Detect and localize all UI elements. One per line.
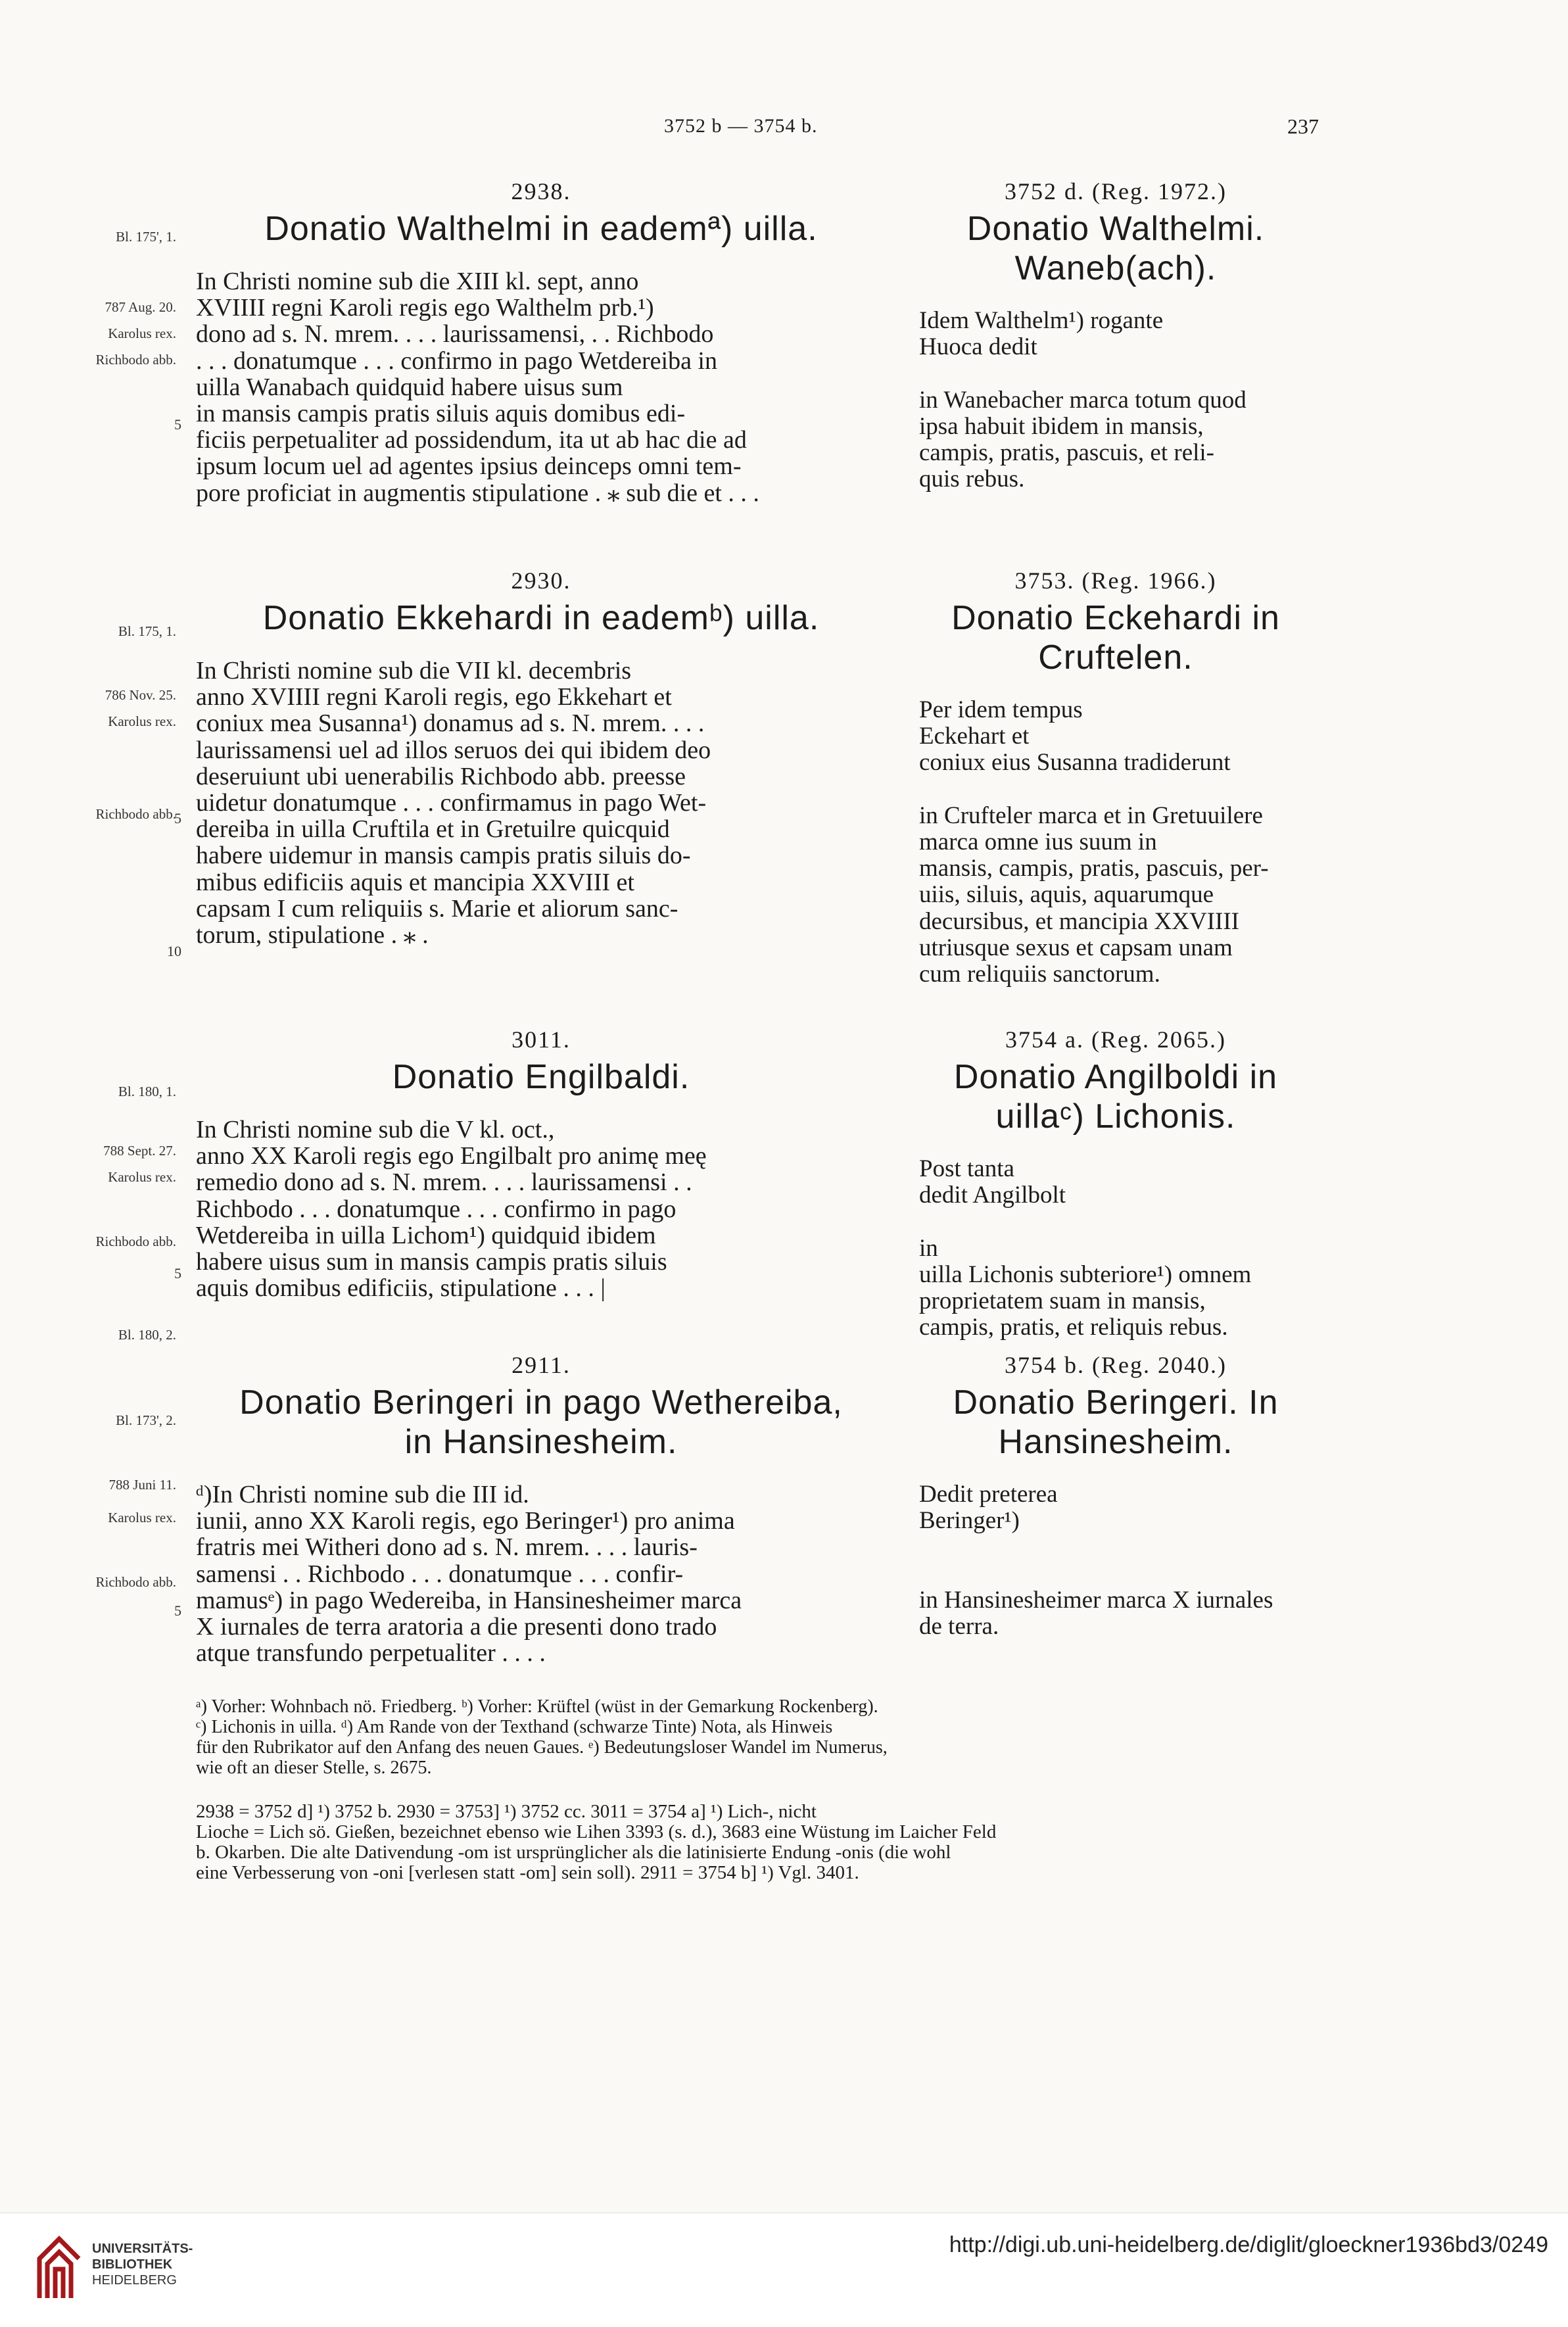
text-line: uiis, siluis, aquis, aquarumque [919, 881, 1214, 909]
text-line: Eckehart et [919, 723, 1030, 750]
entry-number: 2930. [511, 567, 571, 594]
entry-text [196, 1481, 886, 1666]
text-line: aquis domibus edificiis, stipulatione . . . | [196, 1274, 606, 1303]
text-line: ᵈ)In Christi nomine sub die III id. [196, 1481, 529, 1508]
text-line: campis, pratis, pascuis, et reli- [919, 439, 1215, 467]
text-line [919, 1561, 1312, 1587]
text-line: atque transfundo perpetualiter . . . . [196, 1639, 546, 1667]
margin-note: Bl. 173', 2. [116, 1412, 176, 1428]
right-entry [919, 1351, 1312, 1640]
entry-title-line: Donatio Eckehardi in [951, 599, 1280, 637]
page-number: 237 [1287, 114, 1319, 138]
footnotes [196, 1696, 1312, 1778]
entry-title-line: Donatio Ekkehardi in eademᵇ) uilla. [262, 599, 820, 637]
left-entry [196, 1351, 886, 1666]
text-line: de terra. [919, 1613, 999, 1641]
left-column [196, 0, 886, 1710]
text-line: decursibus, et mancipia XXVIIII [919, 907, 1239, 935]
entry-title [196, 1057, 886, 1097]
entry-text [196, 268, 886, 506]
entry-title [919, 1383, 1312, 1462]
text-line: quis rebus. [919, 466, 1025, 493]
editorial-notes [196, 1802, 1312, 1883]
entry-title [919, 1057, 1312, 1136]
entry-title [196, 598, 886, 638]
text-line: In Christi nomine sub die V kl. oct., [196, 1116, 555, 1143]
entry-title [919, 209, 1312, 288]
text-line: uidetur donatumque . . . confirmamus in pago Wet- [196, 789, 707, 817]
text-line: utriusque sexus et capsam unam [919, 934, 1233, 961]
entry-title-line: Donatio Engilbaldi. [392, 1058, 690, 1096]
text-line: pore proficiat in augmentis stipulatione . ⁎ sub die et . . . [196, 479, 759, 507]
margin-note: Bl. 175, 1. [118, 623, 176, 639]
entry-title-line: Donatio Beringeri in pago Wethereiba, [239, 1383, 843, 1422]
text-line: iunii, anno XX Karoli regis, ego Beringer¹) pro anima [196, 1507, 735, 1535]
text-line: in [919, 1234, 938, 1262]
text-line: anno XVIIII regni Karoli regis, ego Ekkehart et [196, 683, 672, 711]
text-line: habere uisus sum in mansis campis pratis siluis [196, 1248, 667, 1276]
entry-number: 3753. (Reg. 1966.) [1014, 567, 1217, 594]
margin-note: 788 Juni 11. [108, 1477, 176, 1493]
text-line: ipsa habuit ibidem in mansis, [919, 412, 1204, 440]
entry-number: 3752 d. (Reg. 1972.) [1005, 178, 1227, 204]
margin-note: 788 Sept. 27. [103, 1143, 176, 1159]
margin-note: Karolus rex. [108, 1510, 176, 1525]
entry-title-line: Donatio Walthelmi in eademª) uilla. [264, 210, 818, 248]
line-number: 5 [174, 810, 181, 827]
entry-title-line: Donatio Walthelmi. [966, 210, 1265, 248]
entry-title-line: uillaᶜ) Lichonis. [995, 1097, 1236, 1136]
text-line: dereiba in uilla Cruftila et in Gretuilre quicquid [196, 815, 670, 844]
entry-text [919, 1481, 1312, 1640]
text-line: fratris mei Witheri dono ad s. N. mrem. . . . lauris- [196, 1533, 698, 1562]
margin-note: Richbodo abb. [95, 352, 176, 368]
right-column [919, 0, 1312, 1710]
entry-title-line: Donatio Beringeri. In [953, 1383, 1279, 1422]
entry-title [196, 209, 886, 249]
footnote-line: für den Rubrikator auf den Anfang des neuen Gaues. ᵉ) Bedeutungsloser Wandel im Numerus, [196, 1737, 888, 1758]
entry-title-line: Donatio Angilboldi in [953, 1058, 1278, 1096]
margin-note: Karolus rex. [108, 325, 176, 341]
text-line: in mansis campis pratis siluis aquis domibus edi- [196, 400, 686, 428]
text-line: ipsum locum uel ad agentes ipsius deinceps omni tem- [196, 452, 742, 481]
text-line: cum reliquiis sanctorum. [919, 961, 1160, 988]
text-line: deseruiunt ubi uenerabilis Richbodo abb. preesse [196, 762, 686, 790]
text-line: Richbodo . . . donatumque . . . confirmo in pago [196, 1195, 677, 1223]
text-line [919, 360, 1312, 387]
margin-note: Bl. 175', 1. [116, 229, 176, 245]
text-line: dono ad s. N. mrem. . . . laurissamensi, . . Richbodo [196, 320, 714, 348]
text-line: proprietatem suam in mansis, [919, 1287, 1206, 1315]
margin-note: Karolus rex. [108, 1169, 176, 1185]
entry-number: 2938. [511, 178, 571, 204]
source-url-link[interactable]: http://digi.ub.uni-heidelberg.de/diglit/gloeckner1936bd3/0249 [949, 2232, 1548, 2257]
entry-title [196, 1383, 886, 1462]
text-line: capsam I cum reliquiis s. Marie et aliorum sanc- [196, 894, 678, 923]
right-entry [919, 567, 1312, 988]
entry-text [196, 658, 886, 948]
text-line: In Christi nomine sub die XIII kl. sept, anno [196, 268, 639, 295]
text-line: laurissamensi uel ad illos seruos dei qui ibidem deo [196, 736, 711, 764]
entry-title-line: in Hansinesheim. [404, 1423, 678, 1461]
text-line [919, 1534, 1312, 1560]
line-number: 5 [174, 1602, 181, 1619]
line-number: 10 [167, 943, 181, 959]
margin-note: Karolus rex. [108, 713, 176, 729]
margin-note: Bl. 180, 2. [118, 1327, 176, 1343]
note-line: Lioche = Lich sö. Gießen, bezeichnet ebenso wie Lihen 3393 (s. d.), 3683 eine Wüstung im Laicher Feld [196, 1821, 997, 1842]
running-header: 3752 b — 3754 b. [664, 115, 818, 137]
text-line: X iurnales de terra aratoria a die presenti dono trado [196, 1613, 717, 1641]
footnote-line: wie oft an dieser Stelle, s. 2675. [196, 1758, 432, 1778]
text-line: Idem Walthelm¹) rogante [919, 307, 1164, 334]
text-line: in Wanebacher marca totum quod [919, 386, 1247, 414]
entry-title-line: Hansinesheim. [998, 1423, 1233, 1461]
entry-number: 3754 a. (Reg. 2065.) [1005, 1026, 1226, 1053]
margin-note: Richbodo abb. [95, 1574, 176, 1590]
text-line: XVIIII regni Karoli regis ego Walthelm prb.¹) [196, 294, 654, 322]
text-line: mibus edificiis aquis et mancipia XXVIII et [196, 868, 634, 896]
text-line [919, 1209, 1312, 1235]
note-line: b. Okarben. Die alte Dativendung -om ist ursprünglicher als die latinisierte Endung -onis (die wohl [196, 1842, 951, 1863]
text-line: Post tanta [919, 1155, 1014, 1182]
note-line: 2938 = 3752 d] ¹) 3752 b. 2930 = 3753] ¹) 3752 cc. 3011 = 3754 a] ¹) Lich-, nicht [196, 1801, 817, 1822]
text-line: samensi . . Richbodo . . . donatumque . . . confir- [196, 1560, 684, 1588]
text-line: marca omne ius suum in [919, 828, 1157, 856]
note-line: eine Verbesserung von -oni [verlesen statt -om] sein soll). 2911 = 3754 b] ¹) Vgl. 3401. [196, 1862, 859, 1883]
text-line: in Crufteler marca et in Gretuuilere [919, 802, 1263, 829]
text-line: dedit Angilbolt [919, 1182, 1066, 1209]
margin-note: Bl. 180, 1. [118, 1084, 176, 1099]
text-line: Wetdereiba in uilla Lichom¹) quidquid ibidem [196, 1221, 656, 1249]
entry-text [919, 697, 1312, 988]
entry-text [919, 1156, 1312, 1341]
text-line: . . . donatumque . . . confirmo in pago Wetdereiba in [196, 347, 717, 375]
text-line: remedio dono ad s. N. mrem. . . . laurissamensi . . [196, 1168, 692, 1197]
entry-number: 2911. [511, 1352, 571, 1378]
margin-note: Richbodo abb. [95, 806, 176, 822]
text-line: campis, pratis, et reliquis rebus. [919, 1314, 1228, 1341]
text-line: anno XX Karoli regis ego Engilbalt pro animę meę [196, 1142, 707, 1170]
left-entry [196, 1026, 886, 1301]
text-line: torum, stipulatione . ⁎ . [196, 921, 429, 949]
text-line: uilla Wanabach quidquid habere uisus sum [196, 373, 623, 401]
library-name [92, 2241, 193, 2288]
left-entry [196, 178, 886, 506]
footer-bar [0, 2213, 1568, 2327]
entry-text [919, 308, 1312, 492]
library-name-line2: BIBLIOTHEK [92, 2257, 173, 2272]
text-line: Huoca dedit [919, 333, 1037, 361]
text-line: In Christi nomine sub die VII kl. decembris [196, 657, 632, 684]
text-line: uilla Lichonis subteriore¹) omnem [919, 1260, 1252, 1288]
text-line: Dedit preterea [919, 1481, 1058, 1508]
entry-title-line: Cruftelen. [1038, 638, 1193, 677]
left-entry [196, 567, 886, 948]
text-line: coniux mea Susanna¹) donamus ad s. N. mrem. . . . [196, 709, 705, 738]
margin-note: Richbodo abb. [95, 1234, 176, 1249]
library-name-line1: UNIVERSITÄTS- [92, 2242, 193, 2256]
right-entry [919, 1026, 1312, 1341]
entry-title [919, 598, 1312, 677]
line-number: 5 [174, 1265, 181, 1282]
entry-number: 3011. [511, 1026, 571, 1053]
university-library-logo-icon [33, 2226, 85, 2305]
line-number: 5 [174, 416, 181, 433]
entry-text [196, 1116, 886, 1301]
text-line: mamusᵉ) in pago Wedereiba, in Hansinesheimer marca [196, 1586, 742, 1614]
footnote-line: ᶜ) Lichonis in uilla. ᵈ) Am Rande von der Texthand (schwarze Tinte) Nota, als Hinweis [196, 1717, 833, 1737]
text-line: coniux eius Susanna tradiderunt [919, 749, 1231, 777]
entry-title-line: Waneb(ach). [1014, 249, 1217, 287]
library-name-line3: HEIDELBERG [92, 2273, 177, 2288]
footnote-line: ᵃ) Vorher: Wohnbach nö. Friedberg. ᵇ) Vorher: Krüftel (wüst in der Gemarkung Rockenberg). [196, 1696, 878, 1717]
margin-note: 786 Nov. 25. [105, 687, 176, 703]
text-line [919, 777, 1312, 803]
margin-note: 787 Aug. 20. [105, 299, 176, 315]
text-line: Beringer¹) [919, 1507, 1020, 1535]
text-line: ficiis perpetualiter ad possidendum, ita ut ab hac die ad [196, 426, 747, 454]
text-line: in Hansinesheimer marca X iurnales [919, 1586, 1273, 1614]
text-line: Per idem tempus [919, 696, 1083, 723]
entry-number: 3754 b. (Reg. 2040.) [1005, 1352, 1227, 1378]
right-entry [919, 178, 1312, 492]
text-line: mansis, campis, pratis, pascuis, per- [919, 855, 1269, 882]
text-line: habere uidemur in mansis campis pratis siluis do- [196, 842, 691, 870]
